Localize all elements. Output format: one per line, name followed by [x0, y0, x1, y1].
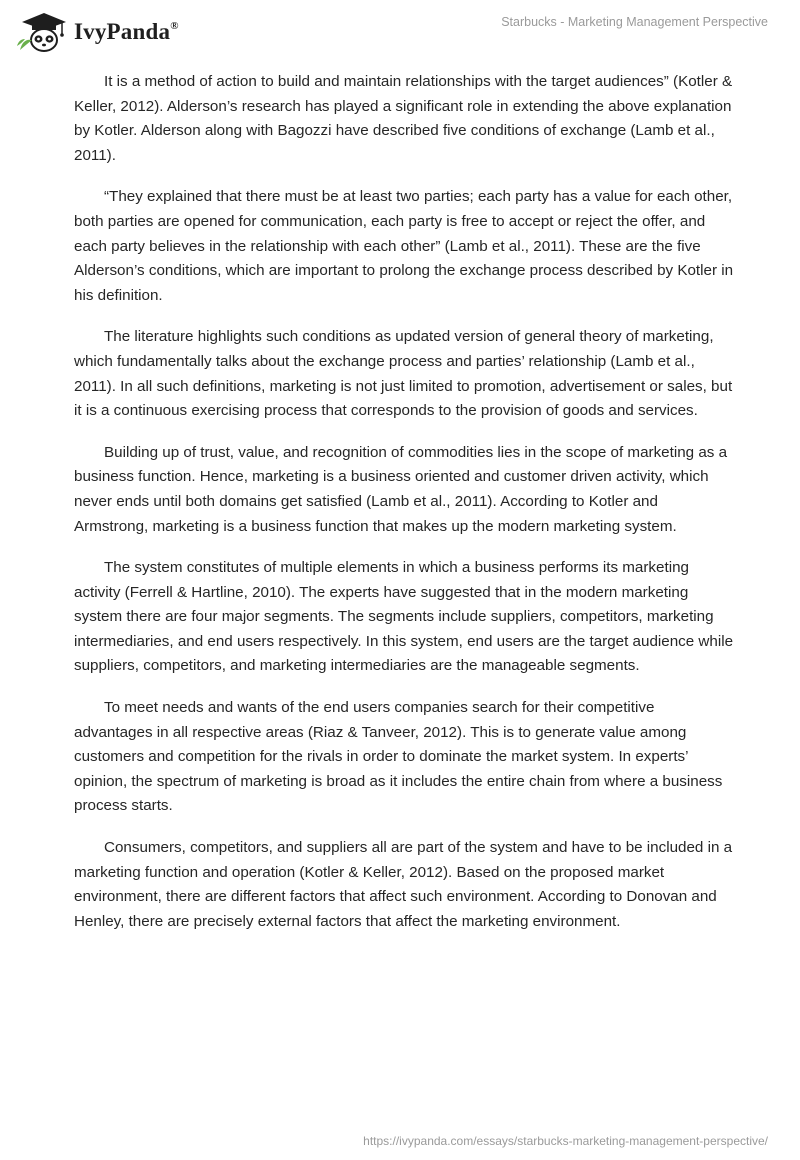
paragraph: The system constitutes of multiple elements in which a business performs its marketing activity (Ferrell & Hartline, 2010). The experts have suggested that in the modern marketing system there are four major segments. The segments include suppliers, competitors, marketing intermediaries, and end users respectively. In this system, end users are the target audience while suppliers, competitors, and marketing intermediaries are the manageable segments.	[74, 559, 734, 675]
paragraph: “They explained that there must be at least two parties; each party has a value for each other, both parties are opened for communication, each party is free to accept or reject the offer, and each party believes in the relationship with each other” (Lamb et al., 2011). These are the five Alderson’s conditions, which are important to prolong the exchange process described by Kotler in his definition.	[74, 188, 734, 304]
source-url[interactable]: https://ivypanda.com/essays/starbucks-marketing-management-perspective/	[363, 1134, 768, 1148]
paragraph: The literature highlights such conditions as updated version of general theory of marketing, which fundamentally talks about the exchange process and parties’ relationship (Lamb et al., 2011). In all such definitions, marketing is not just limited to promotion, advertisement or sales, but it is a continuous exercising process that corresponds to the provision of goods and services.	[74, 328, 733, 420]
paragraph: It is a method of action to build and maintain relationships with the target audiences” (Kotler & Keller, 2012). Alderson’s research has played a significant role in extending the above explanation by Kotler. Alderson along with Bagozzi have described five conditions of exchange (Lamb et al., 2011).	[74, 73, 733, 164]
paragraph: Consumers, competitors, and suppliers all are part of the system and have to be included in a marketing function and operation (Kotler & Keller, 2012). Based on the proposed market environment, there are different factors that affect such environment. According to Donovan and Henley, there are precisely external factors that affect the marketing environment.	[74, 839, 733, 930]
essay-body	[74, 70, 734, 951]
panda-graduate-icon	[14, 10, 70, 54]
brand-name	[74, 19, 179, 45]
paragraph: To meet needs and wants of the end users companies search for their competitive advantages in all respective areas (Riaz & Tanveer, 2012). This is to generate value among customers and competition for the rivals in order to dominate the market system. In experts’ opinion, the spectrum of marketing is broad as it includes the entire chain from where a business process starts.	[74, 699, 723, 815]
page-title: Starbucks - Marketing Management Perspective	[501, 15, 768, 29]
ivypanda-logo[interactable]	[14, 10, 179, 54]
paragraph: Building up of trust, value, and recognition of commodities lies in the scope of marketing as a business function. Hence, marketing is a business oriented and customer driven activity, which never ends until both domains get satisfied (Lamb et al., 2011). According to Kotler and Armstrong, marketing is a business function that makes up the modern marketing system.	[74, 443, 728, 535]
page-header	[0, 0, 800, 60]
registered-mark: ®	[170, 20, 179, 32]
brand-name-text: IvyPanda	[74, 19, 171, 44]
